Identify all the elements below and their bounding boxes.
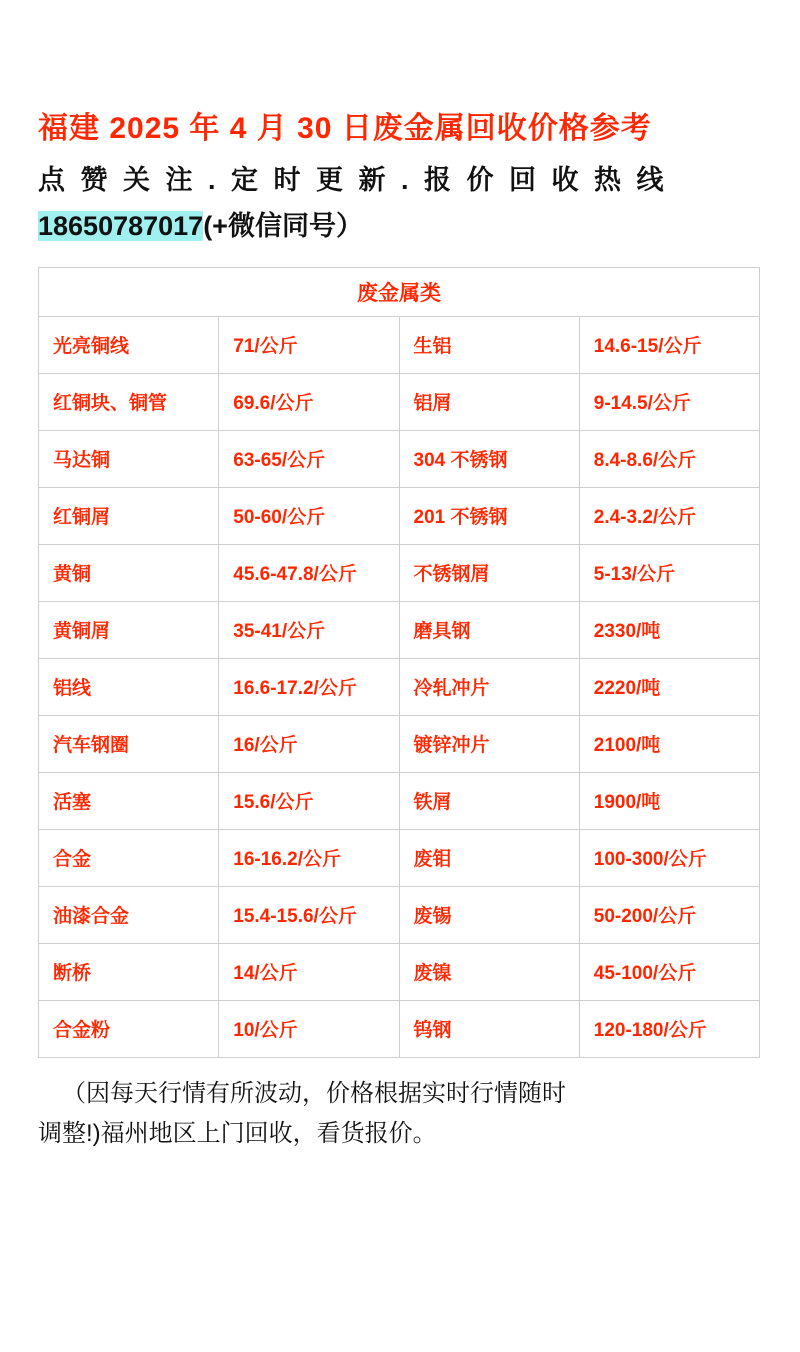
material-price: 16-16.2/公斤 [219,829,399,886]
material-price: 45.6-47.8/公斤 [219,544,399,601]
material-name: 汽车钢圈 [39,715,219,772]
material-name: 光亮铜线 [39,316,219,373]
table-row [39,886,760,943]
material-price: 69.6/公斤 [219,373,399,430]
table-row [39,715,760,772]
material-price: 14/公斤 [219,943,399,1000]
material-price: 63-65/公斤 [219,430,399,487]
material-name: 铝屑 [399,373,579,430]
material-price: 15.6/公斤 [219,772,399,829]
material-price: 15.4-15.6/公斤 [219,886,399,943]
material-price: 16.6-17.2/公斤 [219,658,399,715]
material-price: 2.4-3.2/公斤 [579,487,759,544]
table-row [39,1000,760,1057]
material-price: 2220/吨 [579,658,759,715]
material-price: 45-100/公斤 [579,943,759,1000]
material-price: 2330/吨 [579,601,759,658]
material-name: 马达铜 [39,430,219,487]
material-price: 8.4-8.6/公斤 [579,430,759,487]
phone-suffix: (+微信同号） [203,211,363,241]
table-row [39,658,760,715]
table-row [39,373,760,430]
material-name: 钨钢 [399,1000,579,1057]
material-name: 废钼 [399,829,579,886]
header-block [38,0,762,247]
material-name: 活塞 [39,772,219,829]
table-row [39,601,760,658]
page-subtitle: 点 赞 关 注 . 定 时 更 新 . 报 价 回 收 热 线 [38,164,668,195]
contact-line [38,206,762,247]
table-row [39,430,760,487]
material-price: 100-300/公斤 [579,829,759,886]
material-name: 铝线 [39,658,219,715]
material-name: 红铜屑 [39,487,219,544]
table-row [39,316,760,373]
page-title: 福建 2025 年 4 月 30 日废金属回收价格参考 [38,112,652,145]
material-price: 71/公斤 [219,316,399,373]
material-name: 断桥 [39,943,219,1000]
material-price: 5-13/公斤 [579,544,759,601]
material-name: 油漆合金 [39,886,219,943]
material-price: 16/公斤 [219,715,399,772]
material-name: 铁屑 [399,772,579,829]
material-name: 镀锌冲片 [399,715,579,772]
material-price: 14.6-15/公斤 [579,316,759,373]
table-header-row [39,267,760,316]
material-name: 合金粉 [39,1000,219,1057]
material-name: 304 不锈钢 [399,430,579,487]
material-price: 120-180/公斤 [579,1000,759,1057]
table-row [39,544,760,601]
material-name: 冷轧冲片 [399,658,579,715]
material-name: 不锈钢屑 [399,544,579,601]
phone-number: 18650787017 [38,211,204,241]
price-table [38,267,760,1058]
material-name: 黄铜 [39,544,219,601]
material-name: 废镍 [399,943,579,1000]
material-price: 10/公斤 [219,1000,399,1057]
table-row [39,487,760,544]
material-name: 废锡 [399,886,579,943]
table-row [39,772,760,829]
material-name: 红铜块、铜管 [39,373,219,430]
material-name: 生铝 [399,316,579,373]
footer-note-line-1: （因每天行情有所波动，价格根据实时行情随时 [62,1079,566,1107]
material-price: 50-200/公斤 [579,886,759,943]
material-price: 50-60/公斤 [219,487,399,544]
table-header-cell: 废金属类 [39,267,760,316]
material-name: 201 不锈钢 [399,487,579,544]
footer-note [38,1074,760,1156]
material-name: 合金 [39,829,219,886]
material-name: 磨具钢 [399,601,579,658]
material-name: 黄铜屑 [39,601,219,658]
table-row [39,943,760,1000]
material-price: 9-14.5/公斤 [579,373,759,430]
footer-note-line-2: 调整!)福州地区上门回收，看货报价。 [38,1120,437,1148]
price-table-body [39,267,760,1057]
material-price: 35-41/公斤 [219,601,399,658]
material-price: 1900/吨 [579,772,759,829]
table-row [39,829,760,886]
material-price: 2100/吨 [579,715,759,772]
